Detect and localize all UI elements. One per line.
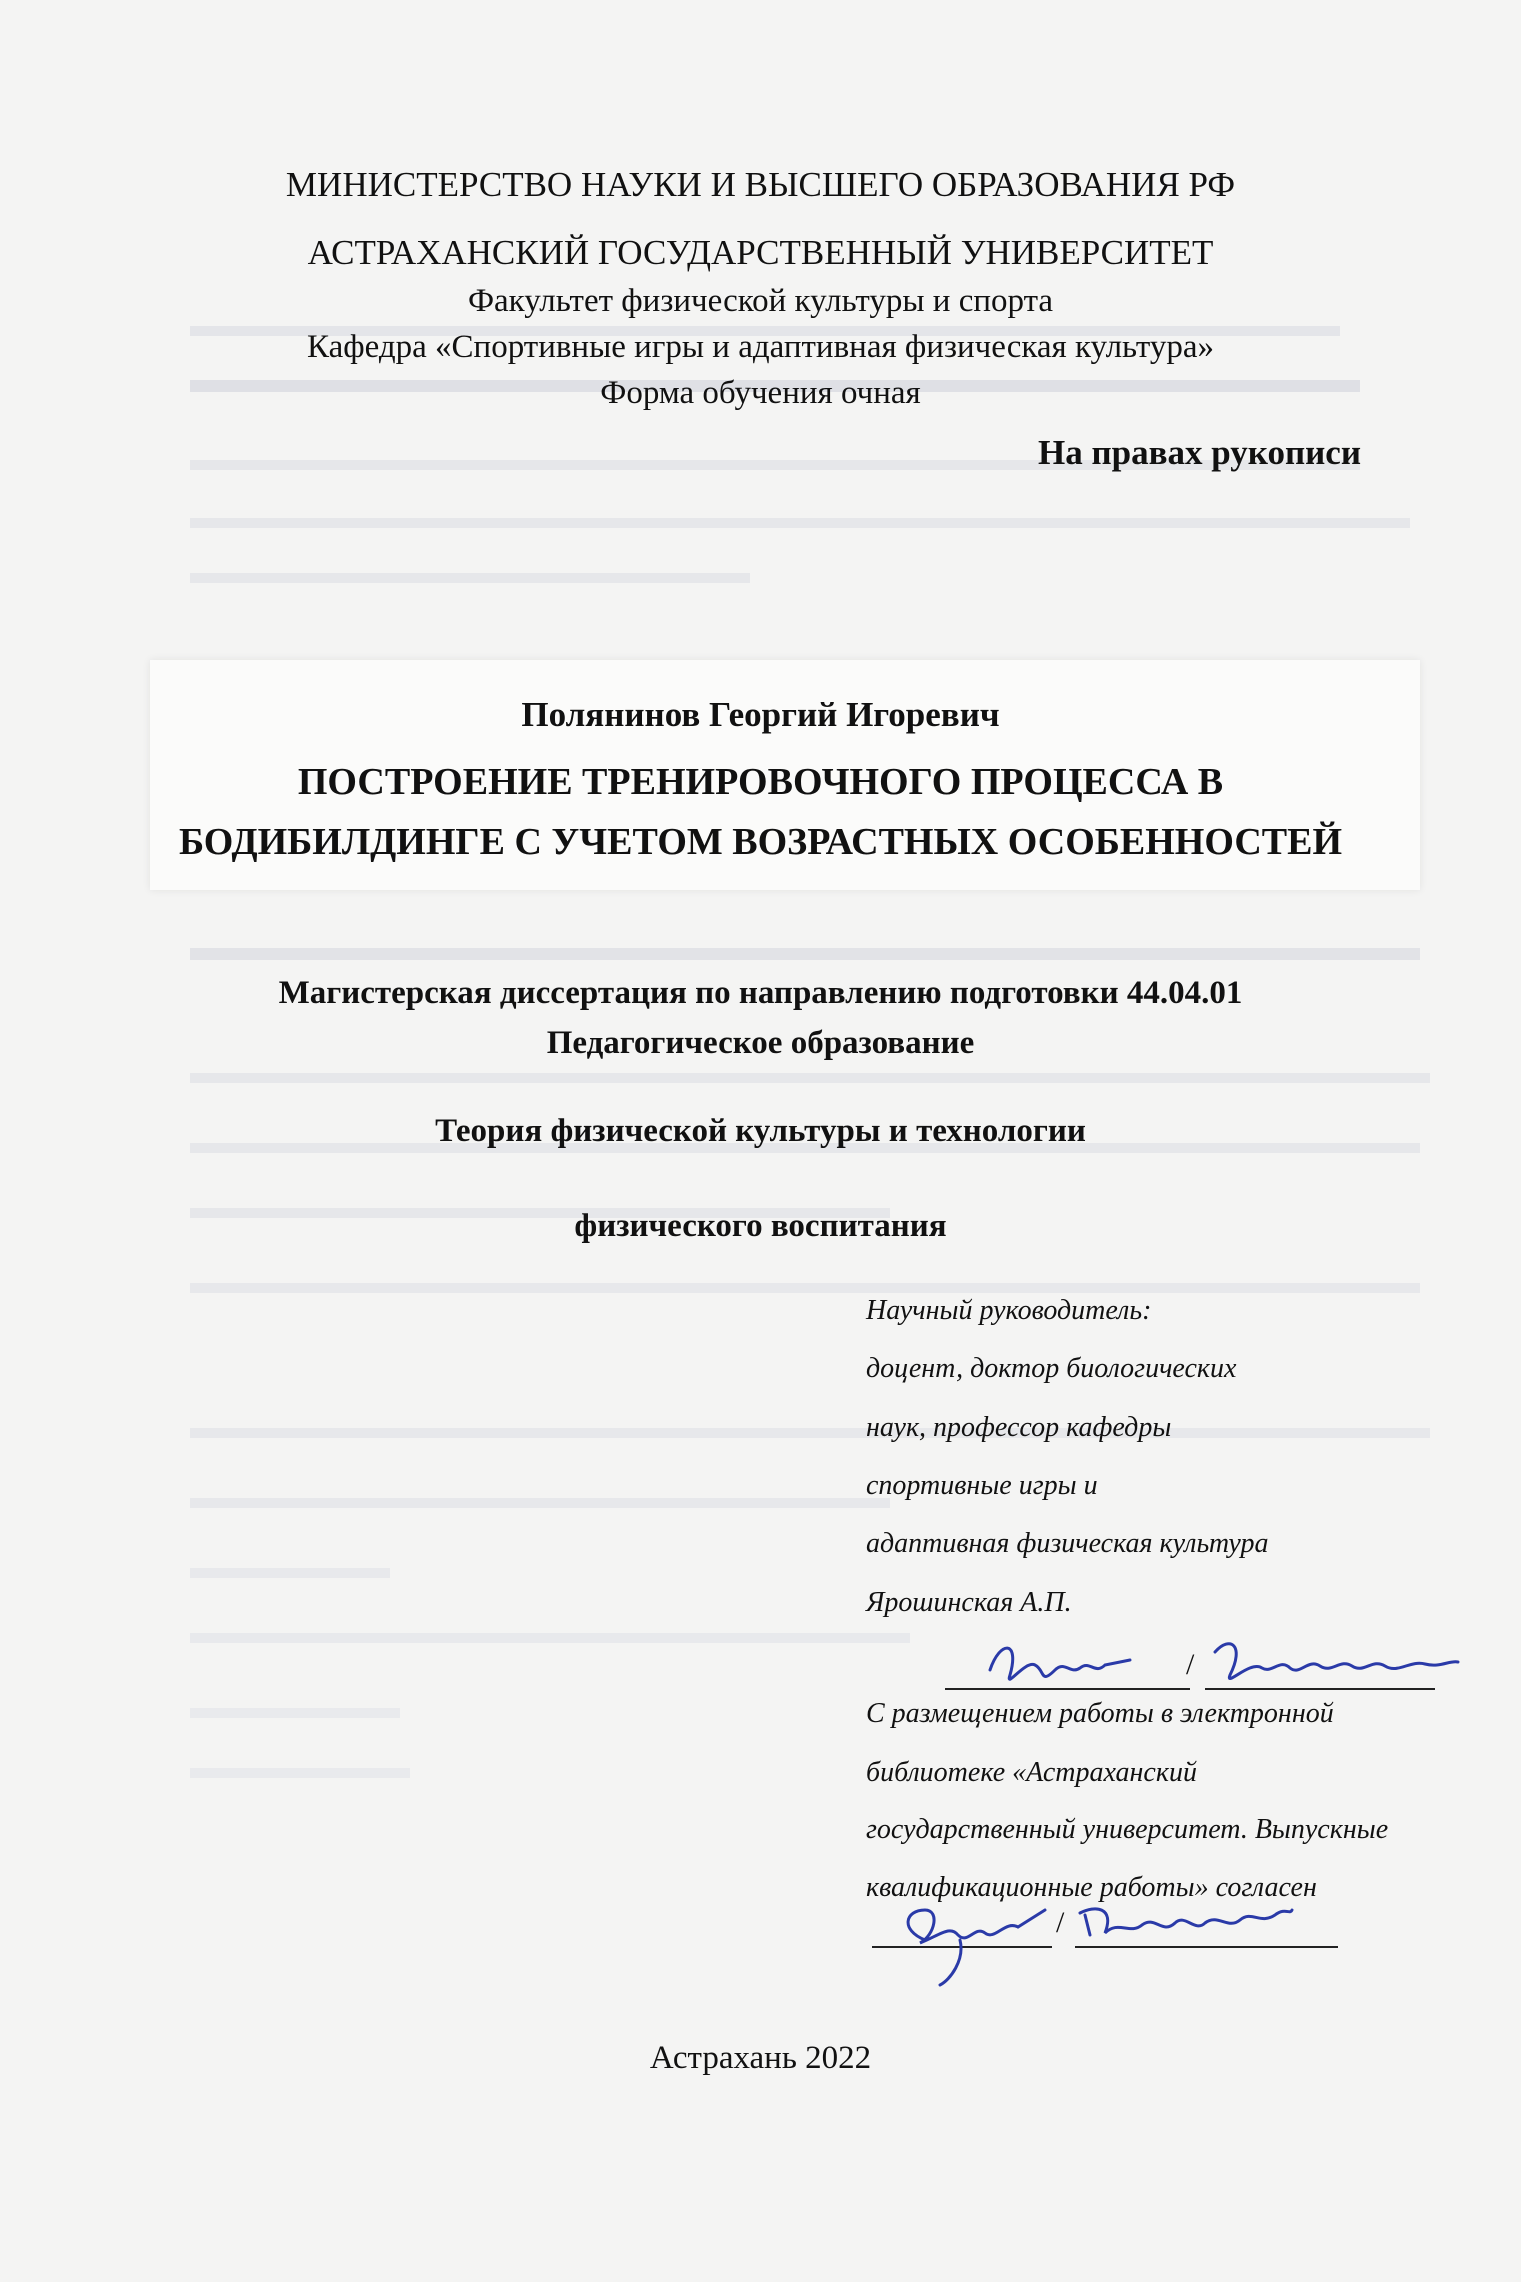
profile-line-1: Теория физической культуры и технологии <box>435 1113 1086 1149</box>
dissertation-field: Педагогическое образование <box>546 1025 975 1061</box>
city-year: Астрахань 2022 <box>649 2040 872 2076</box>
consent-line-1: С размещением работы в электронной <box>866 1698 1334 1729</box>
thesis-title-line-1: ПОСТРОЕНИЕ ТРЕНИРОВОЧНОГО ПРОЦЕССА В <box>297 761 1224 803</box>
department-line: Кафедра «Спортивные игры и адаптивная физическая культура» <box>307 329 1214 365</box>
faculty-line: Факультет физической культуры и спорта <box>467 283 1054 319</box>
author-name: Полянинов Георгий Игоревич <box>521 695 1000 734</box>
title-page: МИНИСТЕРСТВО НАУКИ И ВЫСШЕГО ОБРАЗОВАНИЯ РФ АСТРАХАНСКИЙ ГОСУДАРСТВЕННЫЙ УНИВЕРСИТЕТ Факультет физической культуры и спорта Кафедра «Спортивные игры и адаптивная физическая культура» Форма обучения очная На правах рукописи Полянинов Георгий Игоревич ПОСТРОЕНИЕ ТРЕНИРОВОЧНОГО ПРОЦЕССА В БОДИБИЛДИНГЕ С УЧЕТОМ ВОЗРАСТНЫХ ОСОБЕННОСТЕЙ Магистерская диссертация по направлению подготовки 44.04.01 Педагогическое образование Теория физической культуры и технологии физического воспитания Научный руководитель: доцент, доктор биологических наук, профессор кафедры спортивные игры и адаптивная физическая культура Ярошинская А.П. / С размещением работы в электронной библиотеке «Астраханский государственный университет. Выпускные квалификационные работы» согласен / Астрахань 2022 <box>0 0 1521 2282</box>
profile-line-2: физического воспитания <box>574 1208 947 1244</box>
thesis-title-line-2: БОДИБИЛДИНГЕ С УЧЕТОМ ВОЗРАСТНЫХ ОСОБЕННОСТЕЙ <box>178 821 1343 863</box>
supervisor-title-1: доцент, доктор биологических <box>866 1353 1237 1384</box>
supervisor-title-2: наук, профессор кафедры <box>866 1412 1172 1443</box>
consent-line-2: библиотеке «Астраханский <box>866 1757 1197 1788</box>
supervisor-title-4: адаптивная физическая культура <box>866 1528 1269 1559</box>
supervisor-name: Ярошинская А.П. <box>866 1587 1072 1618</box>
manuscript-note: На правах рукописи <box>1038 433 1361 472</box>
dissertation-direction: Магистерская диссертация по направлению подготовки 44.04.01 <box>278 975 1243 1011</box>
consent-line-4: квалификационные работы» согласен <box>866 1872 1317 1903</box>
consent-line-3: государственный университет. Выпускные <box>866 1814 1389 1845</box>
ministry-heading: МИНИСТЕРСТВО НАУКИ И ВЫСШЕГО ОБРАЗОВАНИЯ РФ <box>285 165 1236 204</box>
university-heading: АСТРАХАНСКИЙ ГОСУДАРСТВЕННЫЙ УНИВЕРСИТЕТ <box>307 233 1214 272</box>
supervisor-title-3: спортивные игры и <box>866 1470 1098 1501</box>
study-form-line: Форма обучения очная <box>600 375 921 411</box>
supervisor-label: Научный руководитель: <box>866 1295 1152 1326</box>
